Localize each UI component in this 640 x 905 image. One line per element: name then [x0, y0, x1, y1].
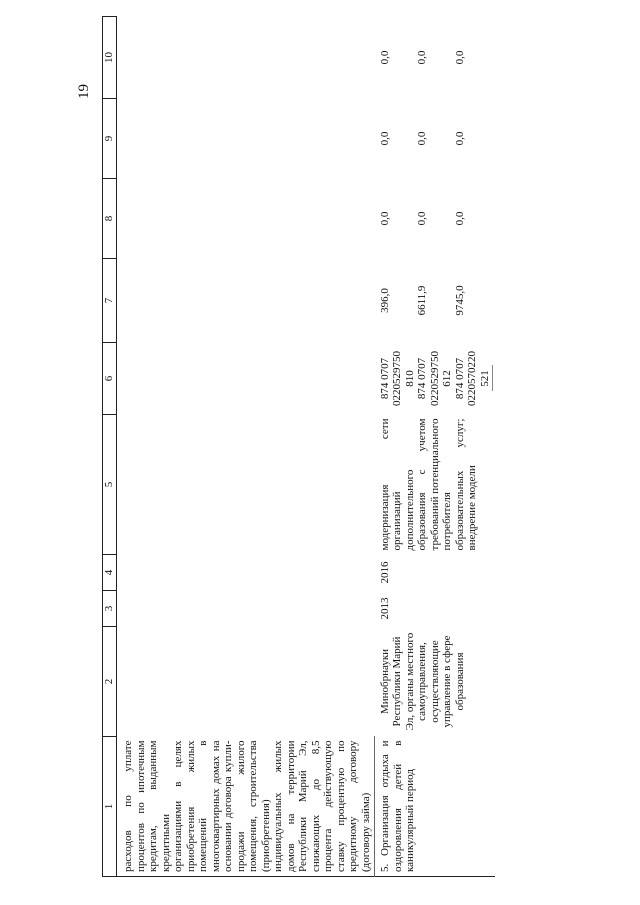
value: 0,0	[416, 131, 428, 146]
value: 0,0	[378, 131, 391, 146]
value: 0,0	[453, 50, 466, 65]
budget-code: 0220529750	[391, 351, 403, 406]
column-number: 4	[103, 555, 117, 591]
executor: Минобрнауки Республики Марий Эл, органы местного самоуправления, осуществляющие управление в сфере образования	[378, 632, 466, 731]
value: 0,0	[416, 211, 428, 226]
amount: 6611,9	[416, 285, 428, 316]
measure-name: 5. Организация отдыха и оздоровления детей в каникулярный период	[375, 737, 496, 877]
value: 0,0	[378, 50, 391, 65]
col9-values	[375, 99, 496, 179]
budget-code: 612	[441, 370, 453, 387]
page-number: 19	[76, 84, 92, 99]
column-number: 9	[103, 99, 117, 179]
column-number: 8	[103, 179, 117, 259]
column-number: 3	[103, 591, 117, 627]
value: 0,0	[416, 50, 428, 65]
amounts	[375, 259, 496, 343]
budget-code: 874 0707	[416, 357, 428, 400]
column-number-row	[103, 17, 117, 877]
table-row	[117, 17, 375, 877]
table-row	[375, 17, 496, 877]
column-number: 1	[103, 737, 117, 877]
col10-values	[375, 17, 496, 99]
value: 0,0	[453, 131, 466, 146]
budget-code: 874 0707	[453, 357, 466, 400]
budget-code: 521	[478, 370, 491, 387]
budget-code: 810	[403, 370, 416, 387]
column-number: 10	[103, 17, 117, 99]
start-year: 2013	[378, 597, 391, 620]
column-number: 2	[103, 627, 117, 737]
budget-code: 874 0707	[378, 357, 391, 400]
column-number: 5	[103, 415, 117, 555]
amount: 396,0	[378, 288, 391, 313]
col8-values	[375, 179, 496, 259]
column-number: 6	[103, 343, 117, 415]
program-table	[102, 16, 495, 877]
end-year: 2016	[378, 561, 391, 584]
continuation-text: расходов по уплате процентов по ипотечным кредитам, выданным кредитными организациями в целях приобретения жилых помещений в многоквартирных домах на основании договора купли-продажи жилого помещения, строительства (приобретения) индивидуальных жилых домов на территории Республики Марий Эл, снижающих до 8,5 процента действующую ставку процентную по кредитному договору (договору займа)	[117, 737, 375, 877]
value: 0,0	[378, 211, 391, 226]
budget-code: 0220529750	[428, 351, 441, 406]
amount: 9745,0	[453, 285, 466, 316]
budget-code: 0220570220	[466, 351, 478, 406]
expected-result: модернизация сети организаций дополнительного образования с учетом требований потенциального потребителя образовательных услуг; внедрение модели	[378, 418, 478, 551]
value: 0,0	[453, 211, 466, 226]
separator-line	[492, 366, 493, 392]
column-number: 7	[103, 259, 117, 343]
budget-codes	[375, 343, 496, 415]
